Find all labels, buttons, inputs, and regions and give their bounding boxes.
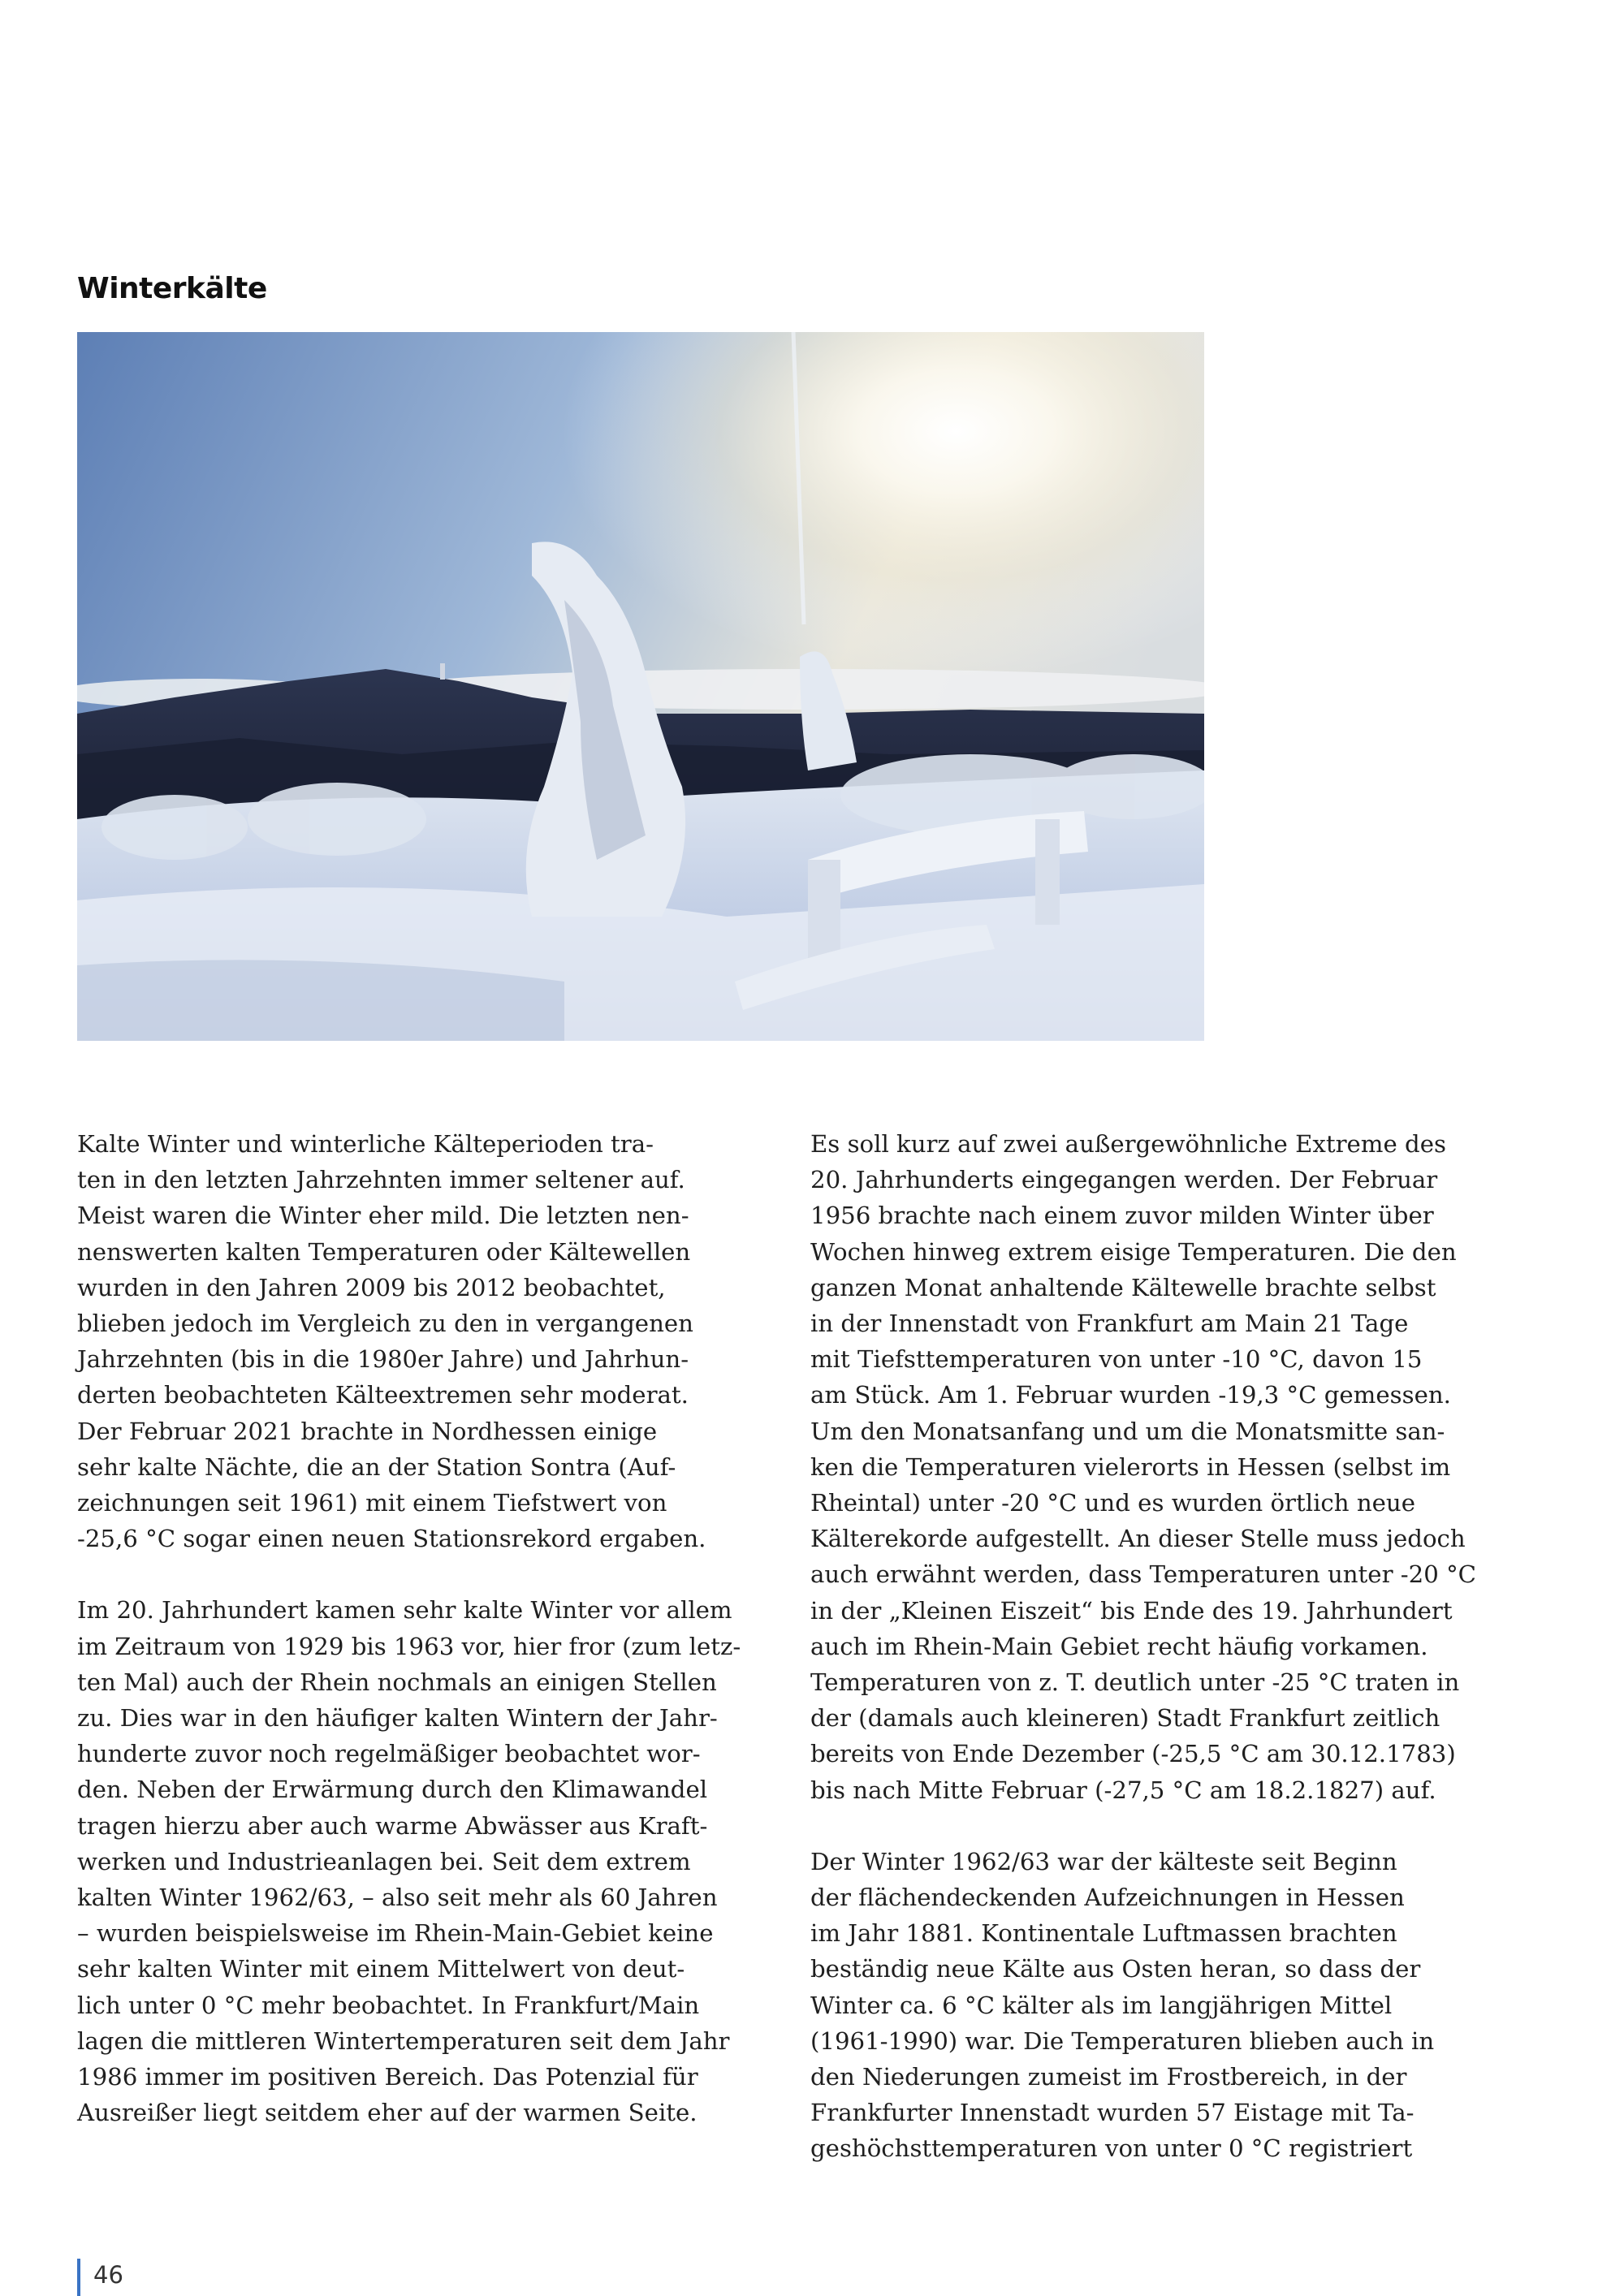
text-line: mit Tiefsttemperaturen von unter -10 °C, davon 15 xyxy=(810,1345,1423,1374)
text-line: kalten Winter 1962/63, – also seit mehr als 60 Jahren xyxy=(77,1884,718,1912)
text-line: bis nach Mitte Februar (-27,5 °C am 18.2.1827) auf. xyxy=(810,1776,1436,1804)
text-line: Wochen hinweg extrem eisige Temperaturen. Die den xyxy=(810,1237,1457,1266)
text-line: Der Februar 2021 brachte in Nordhessen einige xyxy=(77,1417,658,1445)
text-line: zu. Dies war in den häufiger kalten Wintern der Jahr- xyxy=(77,1704,718,1733)
paragraph xyxy=(77,1592,775,2130)
page-title: Winterkälte xyxy=(77,272,267,305)
text-line: der (damals auch kleineren) Stadt Frankfurt zeitlich xyxy=(810,1704,1440,1733)
text-line: Winter ca. 6 °C kälter als im langjährigen Mittel xyxy=(810,1991,1393,2019)
page-number-rule xyxy=(77,2259,80,2296)
text-line: tragen hierzu aber auch warme Abwässer aus Kraft- xyxy=(77,1811,708,1840)
text-line: 20. Jahrhunderts eingegangen werden. Der Februar xyxy=(810,1166,1438,1194)
text-line: sehr kalten Winter mit einem Mittelwert von deut- xyxy=(77,1955,685,1983)
text-line: Meist waren die Winter eher mild. Die letzten nen- xyxy=(77,1202,689,1230)
text-column-left xyxy=(77,1126,775,2130)
text-line: Es soll kurz auf zwei außergewöhnliche Extreme des xyxy=(810,1130,1446,1158)
text-line: geshöchsttemperaturen von unter 0 °C registriert xyxy=(810,2134,1413,2163)
text-line: in der „Kleinen Eiszeit“ bis Ende des 19. Jahrhundert xyxy=(810,1596,1453,1625)
text-line: den. Neben der Erwärmung durch den Klimawandel xyxy=(77,1776,708,1804)
text-line: zeichnungen seit 1961) mit einem Tiefstwert von xyxy=(77,1489,667,1517)
text-line: 1956 brachte nach einem zuvor milden Winter über xyxy=(810,1202,1434,1230)
paragraph xyxy=(810,1126,1525,1808)
text-line: derten beobachteten Kälteextremen sehr moderat. xyxy=(77,1381,689,1409)
text-line: ken die Temperaturen vielerorts in Hessen (selbst im xyxy=(810,1452,1451,1481)
text-line: Frankfurter Innenstadt wurden 57 Eistage mit Ta- xyxy=(810,2099,1415,2127)
text-line: (1961-1990) war. Die Temperaturen blieben auch in xyxy=(810,2026,1435,2055)
text-line: werken und Industrieanlagen bei. Seit dem extrem xyxy=(77,1847,691,1875)
text-line: Um den Monatsanfang und um die Monatsmitte san- xyxy=(810,1417,1445,1445)
text-line: 1986 immer im positiven Bereich. Das Potenzial für xyxy=(77,2063,698,2091)
paragraph xyxy=(810,1844,1525,2167)
text-line: in der Innenstadt von Frankfurt am Main 21 Tage xyxy=(810,1310,1409,1338)
text-line: Temperaturen von z. T. deutlich unter -25 °C traten in xyxy=(810,1668,1460,1697)
text-line: Jahrzehnten (bis in die 1980er Jahre) und Jahrhun- xyxy=(77,1345,689,1374)
text-line: Kälterekorde aufgestellt. An dieser Stelle muss jedoch xyxy=(810,1525,1466,1553)
text-line: hunderte zuvor noch regelmäßiger beobachtet wor- xyxy=(77,1740,701,1768)
text-line: – wurden beispielsweise im Rhein-Main-Gebiet keine xyxy=(77,1919,714,1948)
text-line: lich unter 0 °C mehr beobachtet. In Frankfurt/Main xyxy=(77,1991,700,2019)
winter-landscape-photo xyxy=(77,332,1204,1041)
text-line: am Stück. Am 1. Februar wurden -19,3 °C gemessen. xyxy=(810,1381,1451,1409)
text-line: den Niederungen zumeist im Frostbereich, in der xyxy=(810,2063,1407,2091)
text-line: bereits von Ende Dezember (-25,5 °C am 30.12.1783) xyxy=(810,1740,1456,1768)
paragraph xyxy=(77,1126,775,1556)
text-line: der flächendeckenden Aufzeichnungen in Hessen xyxy=(810,1884,1405,1912)
text-line: im Jahr 1881. Kontinentale Luftmassen brachten xyxy=(810,1919,1397,1948)
text-line: ten Mal) auch der Rhein nochmals an einigen Stellen xyxy=(77,1668,717,1696)
text-line: ten in den letzten Jahrzehnten immer seltener auf. xyxy=(77,1166,685,1194)
text-line: Rheintal) unter -20 °C und es wurden örtlich neue xyxy=(810,1489,1415,1517)
text-line: im Zeitraum von 1929 bis 1963 vor, hier fror (zum letz- xyxy=(77,1632,741,1660)
page-number: 46 xyxy=(93,2261,123,2289)
text-line: Im 20. Jahrhundert kamen sehr kalte Winter vor allem xyxy=(77,1596,732,1625)
text-line: sehr kalte Nächte, die an der Station Sontra (Auf- xyxy=(77,1452,676,1481)
text-line: ganzen Monat anhaltende Kältewelle brachte selbst xyxy=(810,1273,1436,1301)
text-line: beständig neue Kälte aus Osten heran, so dass der xyxy=(810,1955,1421,1983)
text-line: auch im Rhein-Main Gebiet recht häufig vorkamen. xyxy=(810,1632,1428,1660)
text-line: Kalte Winter und winterliche Kälteperioden tra- xyxy=(77,1130,654,1158)
text-line: auch erwähnt werden, dass Temperaturen unter -20 °C xyxy=(810,1560,1476,1589)
text-column-right xyxy=(810,1126,1525,2167)
text-line: lagen die mittleren Wintertemperaturen seit dem Jahr xyxy=(77,2026,730,2055)
text-line: Ausreißer liegt seitdem eher auf der warmen Seite. xyxy=(77,2099,698,2127)
text-line: blieben jedoch im Vergleich zu den in vergangenen xyxy=(77,1310,693,1338)
text-line: nenswerten kalten Temperaturen oder Kältewellen xyxy=(77,1237,691,1266)
text-line: Der Winter 1962/63 war der kälteste seit Beginn xyxy=(810,1847,1397,1875)
text-line: -25,6 °C sogar einen neuen Stationsrekord ergaben. xyxy=(77,1525,706,1553)
text-line: wurden in den Jahren 2009 bis 2012 beobachtet, xyxy=(77,1273,666,1301)
